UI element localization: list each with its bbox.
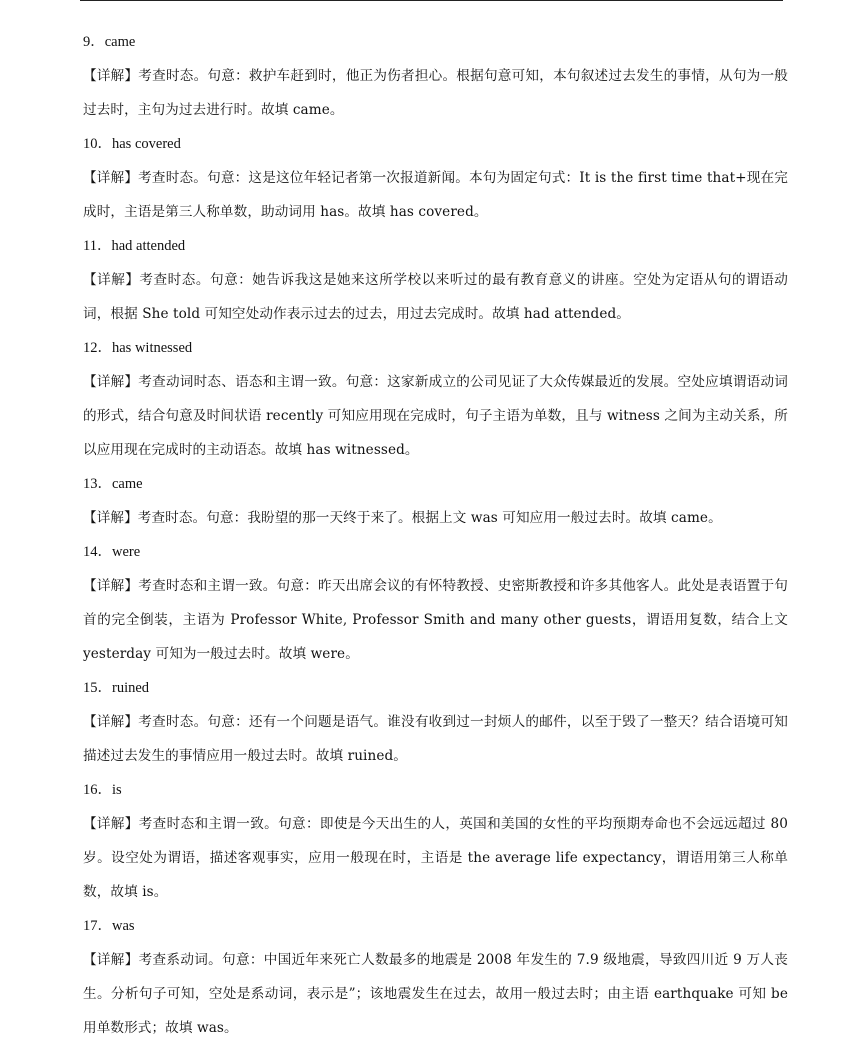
answer-explanation: 【详解】考查时态。句意：她告诉我这是她来这所学校以来听过的最有教育意义的讲座。空处为定语从句的谓语动词，根据 She told 可知空处动作表示过去的过去，用过去完成时。故填 had attended。: [83, 272, 788, 322]
answer-item-17: [83, 909, 788, 1045]
answer-explanation: 【详解】考查时态。句意：这是这位年轻记者第一次报道新闻。本句为固定句式：It is the first time that+现在完成时，主语是第三人称单数，助动词用 has。故填 has covered。: [83, 170, 788, 220]
answer-explanation: 【详解】考查时态和主谓一致。句意：即使是今天出生的人，英国和美国的女性的平均预期寿命也不会远远超过 80 岁。设空处为谓语，描述客观事实，应用一般现在时，主语是 the average life expectancy，谓语用第三人称单数，故填 is。: [83, 816, 788, 900]
answer-item-11: [83, 229, 788, 331]
answer-explanation: 【详解】考查时态。句意：还有一个问题是语气。谁没有收到过一封烦人的邮件，以至于毁了一整天？结合语境可知描述过去发生的事情应用一般过去时。故填 ruined。: [83, 714, 788, 764]
answer-item-10: [83, 127, 788, 229]
answer-item-12: [83, 331, 788, 467]
answer-label: 15．ruined: [83, 680, 150, 696]
answer-label: 17．was: [83, 918, 135, 934]
answer-item-16: [83, 773, 788, 909]
answer-item-13: [83, 467, 788, 535]
answer-explanation: 【详解】考查时态和主谓一致。句意：昨天出席会议的有怀特教授、史密斯教授和许多其他客人。此处是表语置于句首的完全倒装，主语为 Professor White, Professor Smith and many other guests，谓语用复数，结合上文 yesterday 可知为一般过去时。故填 were。: [83, 578, 788, 662]
answer-label: 9．came: [83, 34, 136, 50]
answer-label: 16．is: [83, 782, 122, 798]
answer-label: 12．has witnessed: [83, 340, 193, 356]
answer-label: 11．had attended: [83, 238, 186, 254]
answer-explanation: 【详解】考查系动词。句意：中国近年来死亡人数最多的地震是 2008 年发生的 7.9 级地震，导致四川近 9 万人丧生。分析句子可知，空处是系动词，表示是”；该地震发生在过去，故用一般过去时；由主语 earthquake 可知 be 用单数形式；故填 was。: [83, 952, 788, 1036]
answer-label: 14．were: [83, 544, 141, 560]
answer-explanation: 【详解】考查动词时态、语态和主谓一致。句意：这家新成立的公司见证了大众传媒最近的发展。空处应填谓语动词的形式，结合句意及时间状语 recently 可知应用现在完成时，句子主语为单数，且与 witness 之间为主动关系，所以应用现在完成时的主动语态。故填 has witnessed。: [83, 374, 788, 458]
answer-list: [83, 25, 788, 1045]
answer-label: 10．has covered: [83, 136, 181, 152]
answer-explanation: 【详解】考查时态。句意：救护车赶到时，他正为伤者担心。根据句意可知，本句叙述过去发生的事情，从句为一般过去时，主句为过去进行时。故填 came。: [83, 68, 788, 118]
answer-item-9: [83, 25, 788, 127]
answer-item-15: [83, 671, 788, 773]
answer-label: 13．came: [83, 476, 143, 492]
top-rule: [80, 0, 783, 1]
answer-item-14: [83, 535, 788, 671]
answer-explanation: 【详解】考查时态。句意：我盼望的那一天终于来了。根据上文 was 可知应用一般过去时。故填 came。: [83, 510, 722, 526]
